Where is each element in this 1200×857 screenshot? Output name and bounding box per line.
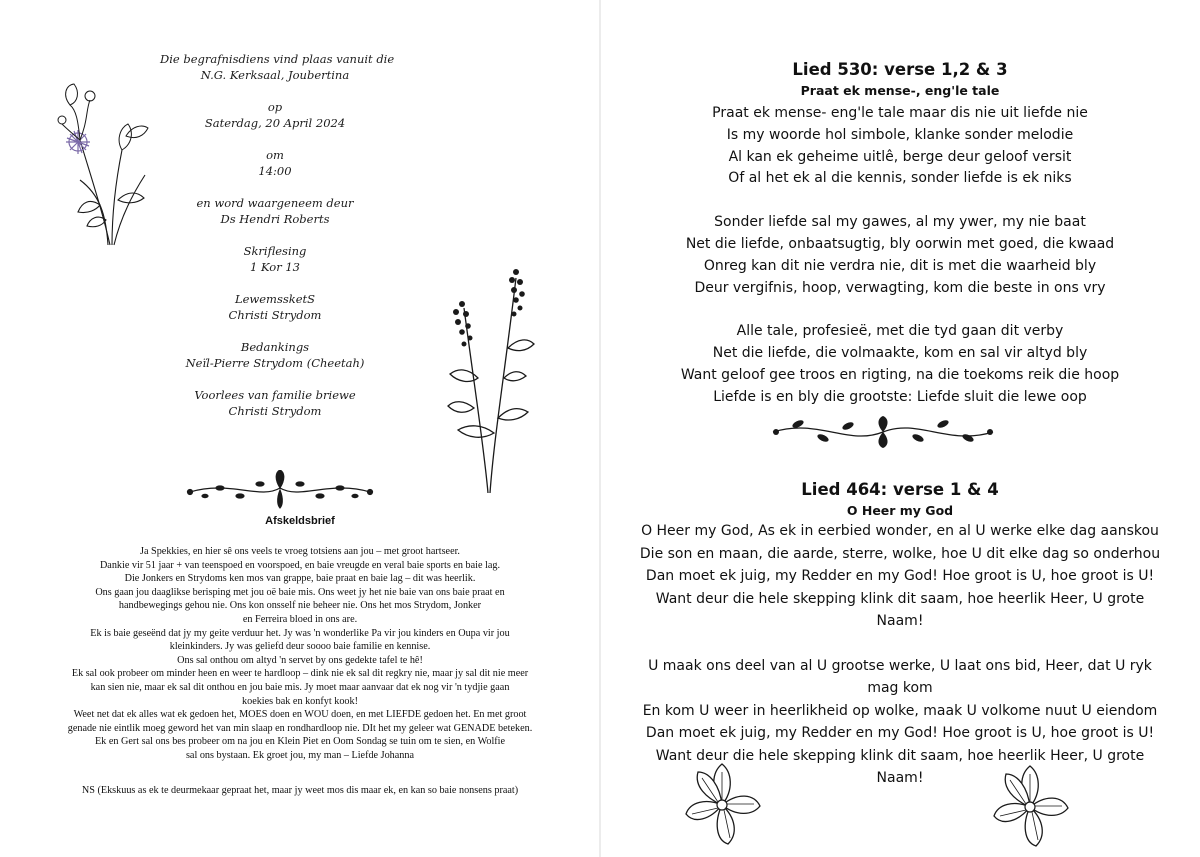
letter-line: koekies bak en konfyt kook! [242,695,358,707]
farewell-letter [0,545,600,763]
letter-line: Dankie vir 51 jaar + van teenspoed en voorspoed, en baie vreugde en veral baie sports en baie lag. [99,559,501,571]
time-label: om [266,148,284,162]
service-program [160,52,395,436]
letter-line: en Ferreira bloed in ons are. [242,613,358,625]
letter-line: Ek is baie geseënd dat jy my geite verduur het. Jy was 'n wonderlike Pa vir jou kinders en Oupa vir jou [90,627,510,639]
officiant-label: en word waargeneem deur [196,196,354,210]
letter-line: Ek en Gert sal ons bes probeer om na jou en Klein Piet en Oom Sondag se tuin om te sien, en Wolfie [94,736,506,748]
verse-line: Net die liefde, die volmaakte, kom en sal vir altyd bly [712,345,1088,362]
letter-line: genade nie eintlik moeg geword het van min slaap en rondhardloop nie. DIt het my geleer wat GENADE beteken. [67,722,533,734]
verse-line: mag kom [867,680,933,696]
verse-line: Want deur die hele skepping klink dit saam, hoe heerlik Heer, U grote [655,747,1145,764]
program-date [160,100,390,131]
verse-line: U maak ons deel van al U grootse werke, U laat ons bid, Heer, dat U ryk [648,657,1152,674]
cosmos-flower-icon [680,760,765,850]
verse-line: Net die liefde, onbaatsugtig, bly oorwin met goed, die kwaad [685,235,1115,252]
verse-line: Praat ek mense- eng'le tale maar dis nie uit liefde nie [712,105,1088,121]
letter-line: handbewegings gehou nie. Ons kon onsself nie beheer nie. Ons het mos Strydom, Jonker [118,600,482,612]
verse-line: Naam! [876,770,924,786]
verse-line: Of al het ek al die kennis, sonder liefde is ek niks [728,170,1072,187]
program-life-sketch [160,292,390,323]
verse-line: En kom U weer in heerlikheid op wolke, maak U volkome nuut U eiendom [642,702,1158,719]
farewell-title: Afskeldsbrief [265,515,335,527]
farewell-postscript: NS (Ekskuus as ek te deurmekaar gepraat het, maar jy weet mos dis maar ek, en kan so baie nonsens praat) [81,785,519,796]
verse-line: Onreg kan dit nie verdra nie, dit is met die waarheid bly [703,257,1097,274]
verse-line: Liefde is en bly die grootste: Liefde sluit die lewe oop [713,388,1087,405]
officiant-name: Ds Hendri Roberts [220,211,330,226]
lavender-sprig-icon [438,258,538,498]
verse-line: Dan moet ek juig, my Redder en my God! Hoe groot is U, hoe groot is U! [645,568,1155,584]
leaf-divider-icon [768,410,998,455]
hymn-530-subtitle: Praat ek mense-, eng'le tale [800,83,1000,98]
letter-line: kan sien nie, maar ek sal dit onthou en jou baie mis. Jy moet maar aanvaar dat ek nog vir 'n tydjie gaan [90,681,510,693]
ornament-divider-icon [180,470,380,510]
stanza [600,520,1200,633]
letter-line: kleinkinders. Jy was geliefd deur soooo baie familie en kennise. [169,641,431,653]
hymn-530-title: Lied 530: verse 1,2 & 3 [792,60,1008,79]
verse-line: Alle tale, profesieë, met die tyd gaan dit verby [736,323,1064,340]
wildflower-bouquet-icon [40,80,170,250]
life-sketch-label: LewemssketS [234,292,316,306]
hymn-464-title: Lied 464: verse 1 & 4 [801,480,999,499]
verse-line: Deur vergifnis, hoop, verwagting, kom die beste in ons vry [694,279,1106,296]
program-intro [160,52,395,83]
thanks-label: Bedankings [240,340,310,354]
verse-line: Sonder liefde sal my gawes, al my ywer, my nie baat [714,214,1086,231]
program-letters [160,388,390,419]
verse-line: O Heer my God, As ek in eerbied wonder, en al U werke elke dag aanskou [641,523,1159,539]
verse-line: Al kan ek geheime uitlê, berge deur geloof versit [728,148,1072,165]
program-thanks [160,340,390,371]
verse-line: Die son en maan, die aarde, sterre, wolke, hoe U dit elke dag so onderhou [639,545,1161,562]
hymn-530-verses [600,103,1200,431]
verse-line: Dan moet ek juig, my Redder en my God! Hoe groot is U, hoe groot is U! [645,725,1155,741]
letter-line: Weet net dat ek alles wat ek gedoen het, MOES doen en WOU doen, en met LIEFDE gedoen het. En met groot [73,709,527,721]
letter-line: Ek sal ook probeer om minder heen en weer te hardloop – dink nie ek sal dit regkry nie, maar jy sal dit nie meer [71,668,529,680]
letters-label: Voorlees van familie briewe [194,388,356,402]
date-value: Saterdag, 20 April 2024 [204,115,346,130]
letter-line: Ons sal onthou om altyd 'n servet by ons gedekte tafel te hê! [177,654,423,666]
letter-line: Ja Spekkies, en hier sê ons veels te vroeg totsiens aan jou – met groot hartseer. [140,546,460,557]
intro-line-2: N.G. Kerksaal, Joubertina [200,67,350,82]
thanks-name: Neïl-Pierre Strydom (Cheetah) [185,355,365,370]
intro-line-1: Die begrafnisdiens vind plaas vanuit die [160,52,395,66]
reading-name: 1 Kor 13 [250,259,300,274]
hymn-464-subtitle: O Heer my God [846,503,954,518]
verse-line: Want deur die hele skepping klink dit saam, hoe heerlik Heer, U grote [655,590,1145,607]
verse-line: Is my woorde hol simbole, klanke sonder melodie [726,126,1074,143]
cosmos-flower-icon [988,762,1073,852]
stanza [600,321,1200,408]
date-label: op [267,100,283,114]
life-sketch-name: Christi Strydom [228,307,322,322]
letter-line: Die Jonkers en Strydoms ken mos van grappe, baie praat en baie lag – dit was heerlik. [124,573,476,585]
program-officiant [160,196,390,227]
reading-label: Skriflesing [243,244,307,258]
verse-line: Naam! [876,613,924,629]
letter-line: Ons gaan jou daaglikse berisping met jou oë baie mis. Ons weet jy het nie baie van ons baie praat en [95,586,505,598]
stanza [600,103,1200,190]
verse-line: Want geloof gee troos en rigting, na die toekoms reik die hoop [680,366,1120,383]
program-reading [160,244,390,275]
letters-name: Christi Strydom [228,403,322,418]
stanza [600,212,1200,299]
time-value: 14:00 [258,163,292,178]
program-time [160,148,390,179]
letter-line: sal ons bystaan. Ek groet jou, my man – Liefde Johanna [185,749,415,761]
